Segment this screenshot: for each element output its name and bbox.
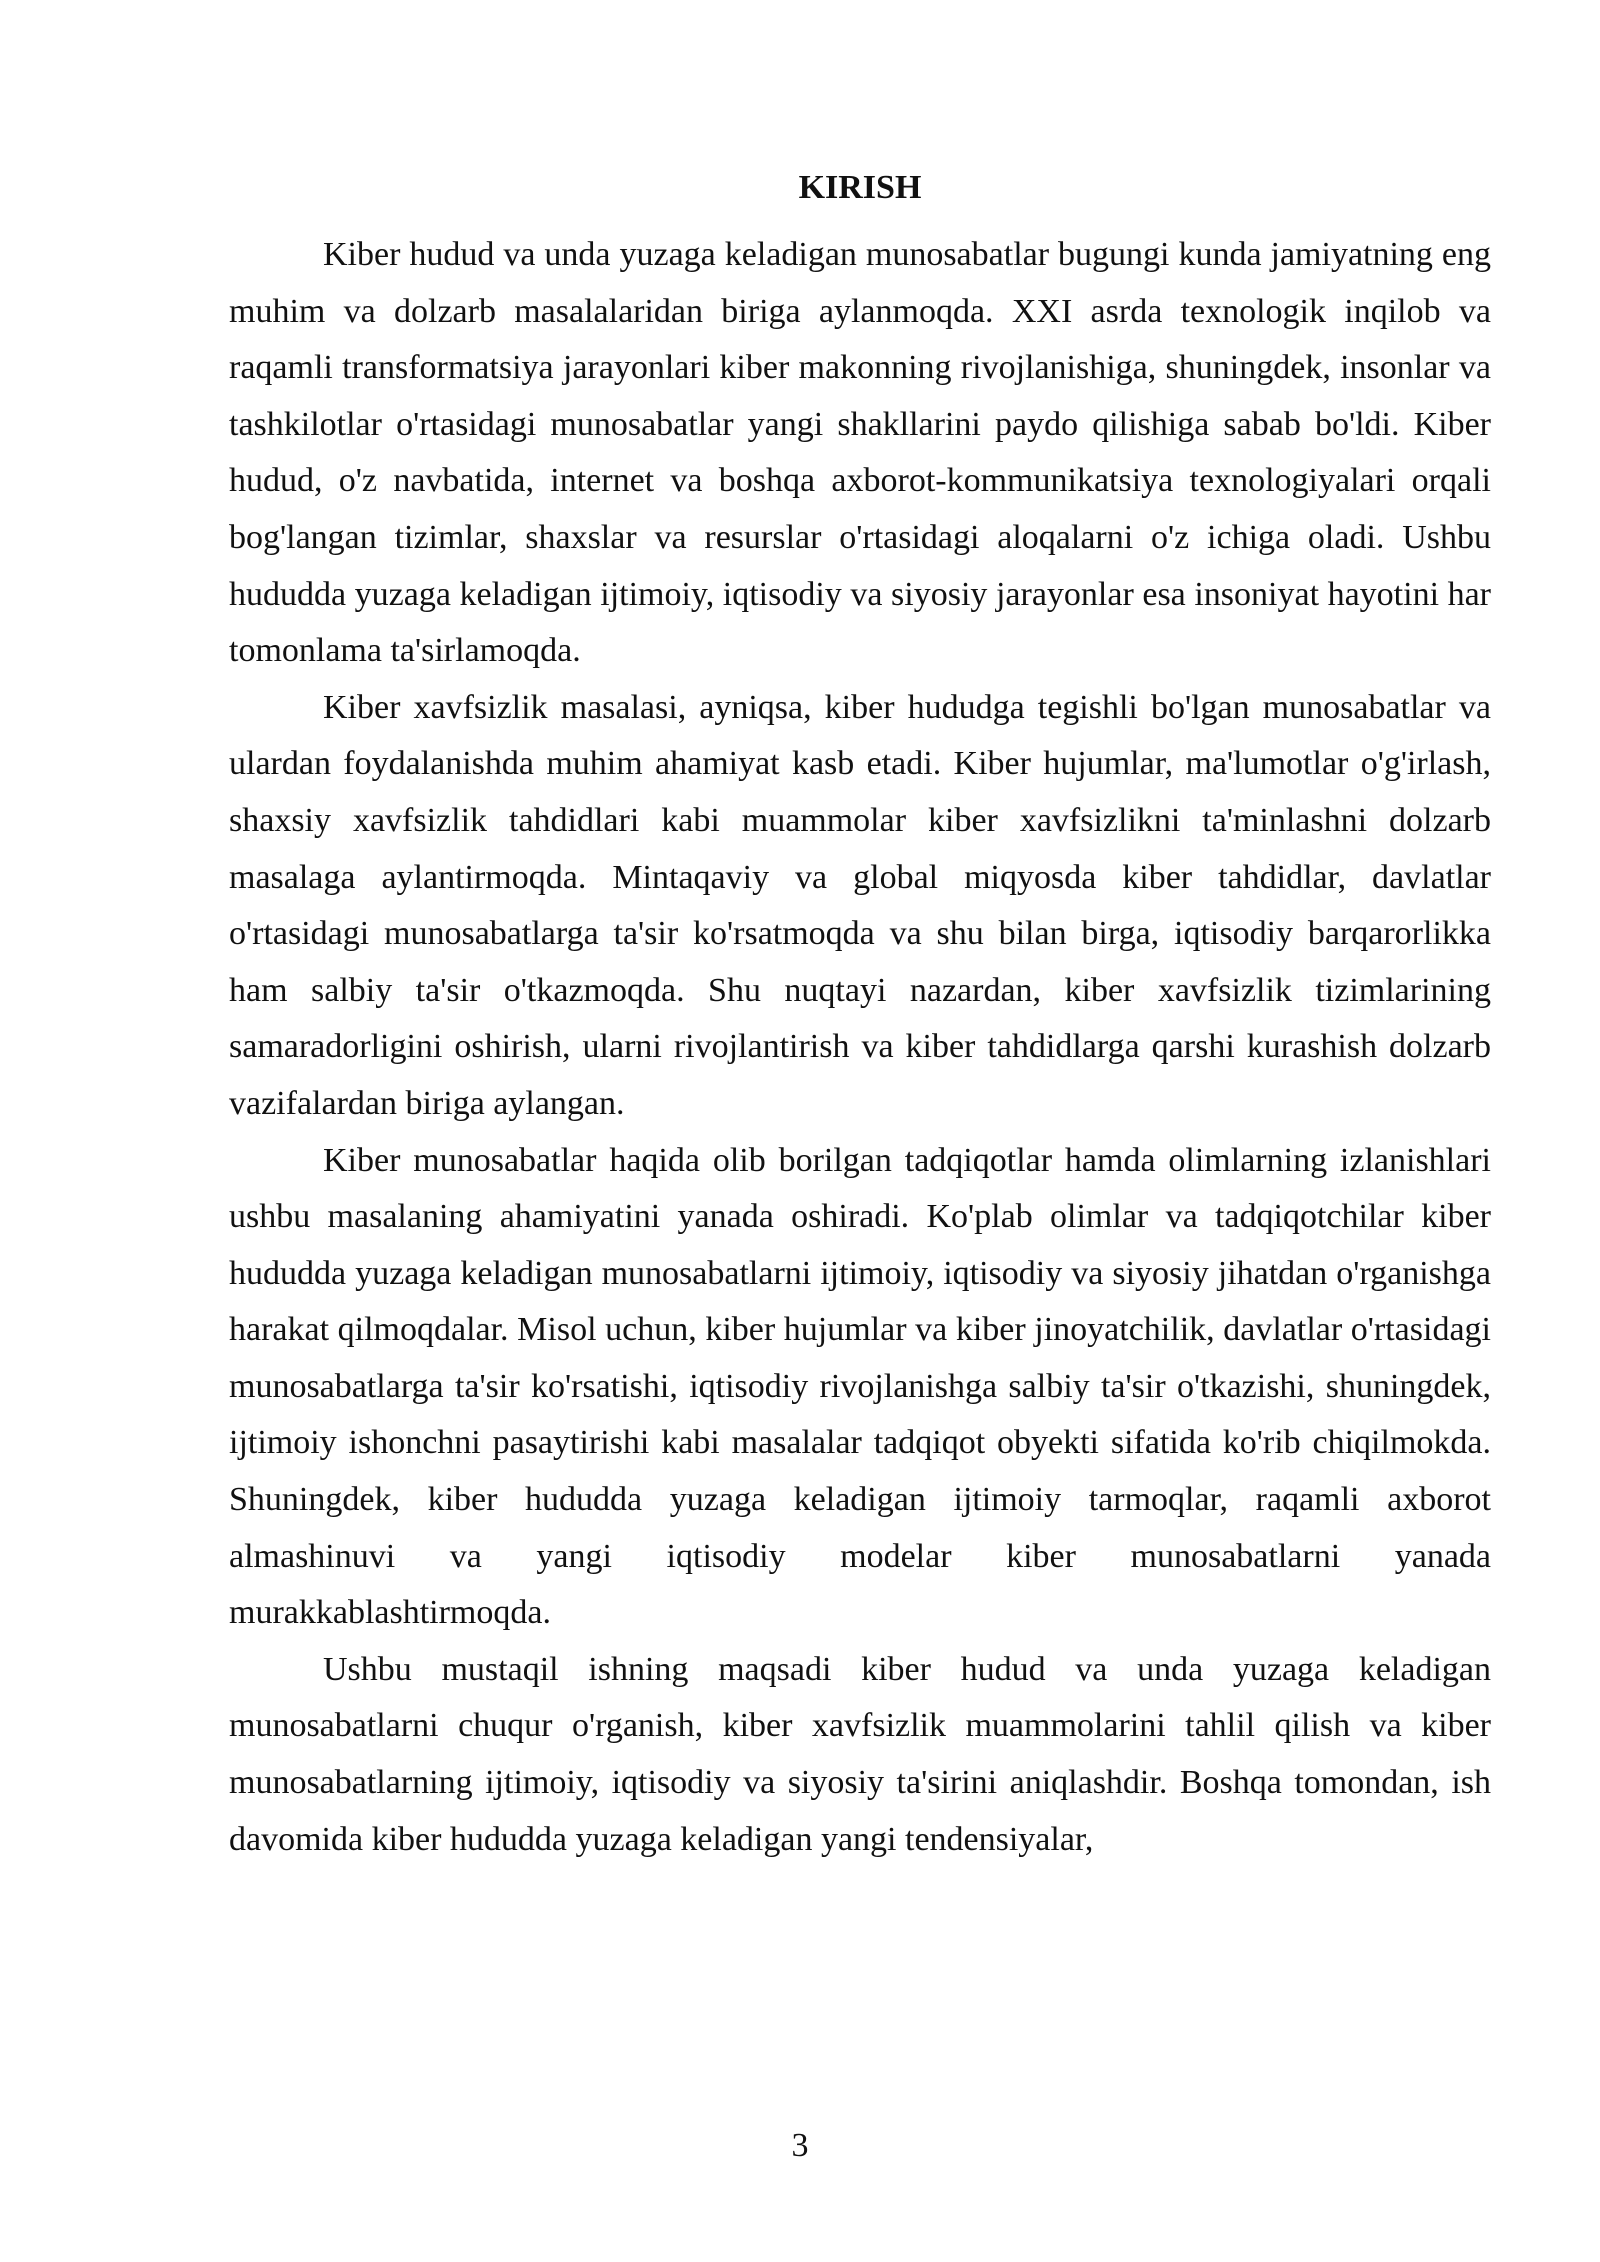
paragraph-2: Kiber xavfsizlik masalasi, ayniqsa, kiber hududga tegishli bo'lgan munosabatlar va ulardan foydalanishda muhim ahamiyat kasb etadi. Kiber hujumlar, ma'lumotlar o'g'irlash, shaxsiy xavfsizlik tahdidlari kabi muammolar kiber xavfsizlikni ta'minlashni dolzarb masalaga aylantirmoqda. Mintaqaviy va global miqyosda kiber tahdidlar, davlatlar o'rtasidagi munosabatlarga ta'sir ko'rsatmoqda va shu bilan birga, iqtisodiy barqarorlikka ham salbiy ta'sir o'tkazmoqda. Shu nuqtayi nazardan, kiber xavfsizlik tizimlarining samaradorligini oshirish, ularni rivojlantirish va kiber tahdidlarga qarshi kurashish dolzarb vazifalardan biriga aylangan. <box>229 688 1491 1122</box>
page-number: 3 <box>791 2127 809 2164</box>
paragraph-1: Kiber hudud va unda yuzaga keladigan munosabatlar bugungi kunda jamiyatning eng muhim va dolzarb masalalaridan biriga aylanmoqda. XXI asrda texnologik inqilob va raqamli transformatsiya jarayonlari kiber makonning rivojlanishiga, shuningdek, insonlar va tashkilotlar o'rtasidagi munosabatlar yangi shakllarini paydo qilishiga sabab bo'ldi. Kiber hudud, o'z navbatida, internet va boshqa axborot-kommunikatsiya texnologiyalari orqali bog'langan tizimlar, shaxslar va resurslar o'rtasidagi aloqalarni o'z ichiga oladi. Ushbu hududda yuzaga keladigan ijtimoiy, iqtisodiy va siyosiy jarayonlar esa insoniyat hayotini har tomonlama ta'sirlamoqda. <box>229 236 1491 670</box>
paragraph-3: Kiber munosabatlar haqida olib borilgan tadqiqotlar hamda olimlarning izlanishlari ushbu masalaning ahamiyatini yanada oshiradi. Ko'plab olimlar va tadqiqotchilar kiber hududda yuzaga keladigan munosabatlarni ijtimoiy, iqtisodiy va siyosiy jihatdan o'rganishga harakat qilmoqdalar. Misol uchun, kiber hujumlar va kiber jinoyatchilik, davlatlar o'rtasidagi munosabatlarga ta'sir ko'rsatishi, iqtisodiy rivojlanishga salbiy ta'sir o'tkazishi, shuningdek, ijtimoiy ishonchni pasaytirishi kabi masalalar tadqiqot obyekti sifatida ko'rib chiqilmokda. Shuningdek, kiber hududda yuzaga keladigan ijtimoiy tarmoqlar, raqamli axborot almashinuvi va yangi iqtisodiy modelar kiber munosabatlarni yanada murakkablashtirmoqda. <box>229 1141 1491 1632</box>
section-title: KIRISH <box>798 169 922 206</box>
page-body <box>229 160 1491 1868</box>
paragraph-4: Ushbu mustaqil ishning maqsadi kiber hudud va unda yuzaga keladigan munosabatlarni chuqur o'rganish, kiber xavfsizlik muammolarini tahlil qilish va kiber munosabatlarning ijtimoiy, iqtisodiy va siyosiy ta'sirini aniqlashdir. Boshqa tomondan, ish davomida kiber hududda yuzaga keladigan yangi tendensiyalar, <box>229 1650 1491 1858</box>
